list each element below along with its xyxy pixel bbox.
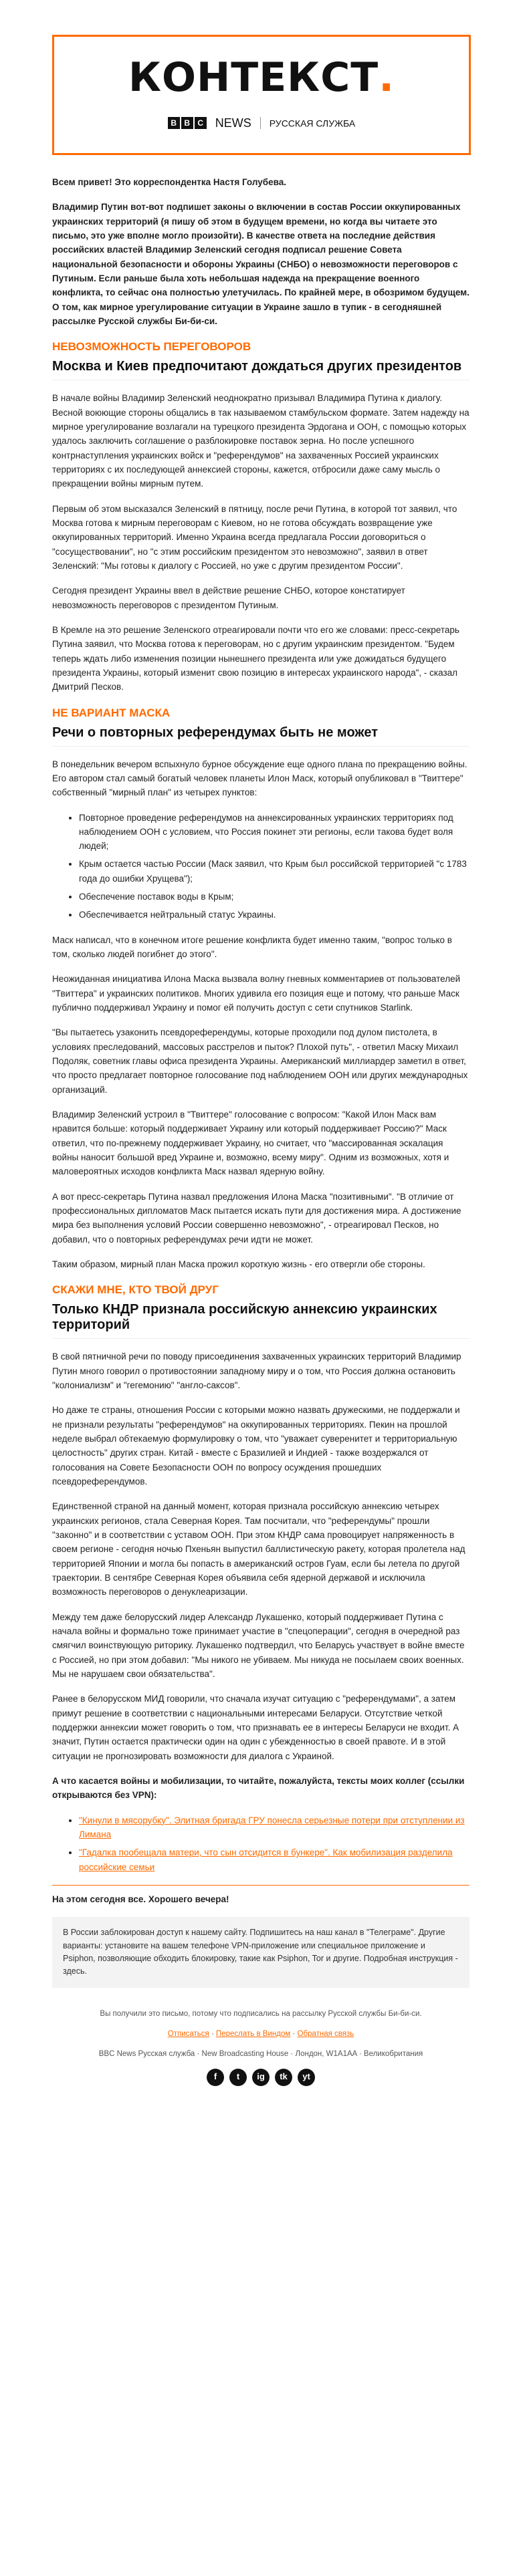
bbc-russian-logo: [54, 116, 469, 130]
bbc-letter-c: C: [195, 117, 207, 129]
divider: [52, 1885, 469, 1886]
musk-plan-list: [52, 811, 469, 922]
further-reading-intro: А что касается войны и мобилизации, то читайте, пожалуйста, тексты моих коллег (ссылки открываются без VPN):: [52, 1775, 465, 1801]
facebook-icon[interactable]: f: [207, 2069, 224, 2086]
paragraph: В понедельник вечером вспыхнуло бурное обсуждение еще одного плана по прекращению войны. Его автором стал самый богатый человек планеты Илон Маск, который опубликовал в "Твиттере" собственный "мирный план" из четырех пунктов:: [52, 759, 467, 798]
news-label: NEWS: [215, 116, 251, 130]
subscription-note: Вы получили это письмо, потому что подписались на рассылку Русской службы Би-би-си.: [100, 2009, 422, 2018]
masthead: [52, 35, 471, 155]
greeting: Всем привет! Это корреспондентка Настя Голубева.: [52, 177, 286, 187]
youtube-icon[interactable]: yt: [298, 2069, 315, 2086]
paragraph: Таким образом, мирный план Маска прожил короткую жизнь - его отвергли обе стороны.: [52, 1259, 425, 1270]
content: [52, 175, 469, 2086]
section-title: Речи о повторных референдумах быть не может: [52, 725, 469, 747]
service-label: РУССКАЯ СЛУЖБА: [269, 118, 356, 129]
further-reading-list: [52, 1813, 469, 1874]
list-item: • Обеспечение поставок воды в Крым;: [79, 890, 469, 904]
logo-divider: [260, 117, 261, 129]
bbc-letter-b1: B: [168, 117, 180, 129]
list-item: [79, 1813, 469, 1842]
footer-links: Отписаться · Переслать в Виндом · Обратная связь: [167, 2030, 354, 2039]
paragraph: А вот пресс-секретарь Путина назвал предложения Илона Маска "позитивными". "В отличие от профессиональных дипломатов Маск пытается искать пути для достижения мира. А достижение мира без выполнения условий России совершенно невозможно", - отреагировал Песков, но добавил, что о повторных референдумах речи идти не может.: [52, 1191, 461, 1245]
lead-paragraph: Владимир Путин вот-вот подпишет законы о включении в состав России оккупированных украинских территорий (я пишу об этом в будущем времени, но когда вы читаете это письмо, это уже вполне могло произойти). В качестве ответа на последние действия российских властей Владимир Зеленский сегодня подписал решение Совета национальной безопасности и обороны Украины (СНБО) о невозможности переговоров с Путиным. Если раньше была хоть небольшая надежда на прекращение военного конфликта, то сейчас она полностью улетучилась. По крайней мере, в обозримом будущем. О том, как мирное урегулирование ситуации в Украине зашло в тупик - в сегодняшней рассылке Русской службы Би-би-си.: [52, 202, 469, 326]
section-label: СКАЖИ МНЕ, КТО ТВОЙ ДРУГ: [52, 1283, 219, 1297]
twitter-icon[interactable]: t: [229, 2069, 247, 2086]
paragraph: Первым об этом высказался Зеленский в пятницу, после речи Путина, в которой тот заявил, что Москва готова к мирным переговорам с Киевом, но не готова обсуждать возвращение уже оккупированных территорий. Именно Украина всегда предлагала России договориться о "сосуществовании", но "с этим российским президентом это невозможно", заявил в ответ Зеленский: "Мы готовы к диалогу с Россией, но уже с другим президентом России".: [52, 503, 457, 571]
section-label: НЕ ВАРИАНТ МАСКА: [52, 706, 171, 719]
address: BBC News Русская служба · New Broadcasting House · Лондон, W1A1AA · Великобритания: [98, 2050, 423, 2059]
vpn-notice: В России заблокирован доступ к нашему сайту. Подпишитесь на наш канал в "Телеграме". Другие варианты: установите на вашем телефоне VPN-приложение или специальное приложение и Psiphon, позволяющие обходить блокировку, такие как Psiphon, Tor и другие. Подробная инструкция - здесь.: [52, 1917, 469, 1988]
section-title: Москва и Киев предпочитают дождаться других президентов: [52, 359, 469, 380]
list-item: • Повторное проведение референдумов на аннексированных украинских территориях под наблюдением ООН с условием, что Россия покинет эти регионы, если такова будет воля людей;: [79, 811, 469, 854]
list-item: • Крым остается частью России (Маск заявил, что Крым был российской территорией "с 1783 года до ошибки Хрущева");: [79, 857, 469, 886]
paragraph: Маск написал, что в конечном итоге решение конфликта будет именно таким, "вопрос только в том, сколько людей погибнет до этого".: [52, 934, 452, 960]
list-item: [79, 1845, 469, 1874]
paragraph: Владимир Зеленский устроил в "Твиттере" голосование с вопросом: "Какой Илон Маск вам нравится больше: который поддерживает Украину или который поддерживает Россию?" Маск ответил, что по-прежнему поддерживает Украину, но считает, что "массированная эскалация войны наносит большой вред Украине и, возможно, всему миру". Одним из возможных, хотя и маловероятных исходов конфликта Маск назвал ядерную войну.: [52, 1110, 449, 1177]
section-label: НЕВОЗМОЖНОСТЬ ПЕРЕГОВОРОВ: [52, 340, 251, 354]
instagram-icon[interactable]: ig: [252, 2069, 270, 2086]
article-link[interactable]: "Кинули в мясорубку". Элитная бригада ГРУ понесла серьезные потери при отступлении из Лимана: [79, 1815, 465, 1839]
paragraph: В свой пятничной речи по поводу присоединения захваченных украинских территорий Владимир Путин много говорил о противостоянии западному миру и о том, что Россия должна остановить "колониализм" и "гегемонию" "англо-саксов".: [52, 1351, 461, 1391]
paragraph: В начале войны Владимир Зеленский неоднократно призывал Владимира Путина к диалогу. Весной воюющие стороны общались в так называемом стамбульском формате. Затем надежду на мирное урегулирование возлагали на турецкого президента Эрдогана и ООН, с помощью которых удалось заключить соглашение о разблокировке поставок зерна. Но после успешного контрнаступления украинских войск и "референдумов" на захваченных Россией украинских территориях с их последующей аннексией стороны, кажется, отбросили даже саму мысль о прекращении войны мирным путем.: [52, 393, 469, 489]
paragraph: "Вы пытаетесь узаконить псевдореферендумы, которые проходили под дулом пистолета, в условиях преследований, массовых расстрелов и пыток? Плохой путь", - ответил Маску Михаил Подоляк, советник главы офиса президента Украины. Американский миллиардер заметил в ответ, что просто предлагает повторное голосование под наблюдением ООН или других международных организаций.: [52, 1027, 468, 1095]
tiktok-icon[interactable]: tk: [275, 2069, 292, 2086]
paragraph: Но даже те страны, отношения России с которыми можно назвать дружескими, не поддержали и не признали результаты "референдумов" на оккупированных территориях. Пекин на прошлой неделе выбрал обтекаемую формулировку о том, что "уважает суверенитет и территориальную целостность" других стран. Китай - вместе с Бразилией и Индией - также воздержался от голосования на Совете Безопасности ООН по вопросу осуждения прошедших псевдореферендумов.: [52, 1405, 460, 1487]
list-item: • Обеспечивается нейтральный статус Украины.: [79, 908, 469, 922]
paragraph: В Кремле на это решение Зеленского отреагировали почти что его же словами: пресс-секретарь Путина заявил, что Москва готова к переговорам, но с другим украинским президентом. "Будем теперь ждать либо изменения позиции нынешнего президента или уже дожидаться будущего президента Украины, который изменит свою позицию в интересах украинского народа", - сказал Дмитрий Песков.: [52, 624, 459, 692]
closing-line: На этом сегодня все. Хорошего вечера!: [52, 1894, 229, 1904]
paragraph: Сегодня президент Украины ввел в действие решение СНБО, которое констатирует невозможность переговоров с президентом Путиным.: [52, 586, 405, 610]
section-title: Только КНДР признала российскую аннексию украинских территорий: [52, 1302, 469, 1339]
bbc-letter-b2: B: [181, 117, 193, 129]
paragraph: Неожиданная инициатива Илона Маска вызвала волну гневных комментариев от пользователей "Твиттера" и украинских политиков. Многих удивила его позиция еще и потому, что раньше Маск публично поддерживал Украину и помог ей получить доступ с сети спутников Starlink.: [52, 974, 461, 1013]
unsubscribe-link[interactable]: Отписаться: [167, 2030, 209, 2039]
paragraph: Ранее в белорусском МИД говорили, что сначала изучат ситуацию с "референдумами", а затем примут решение в соответствии с национальными интересами Беларуси. Отсутствие четкой поддержки аннексии может говорить о том, что признавать ее в интересы Беларуси не входит. А значит, Путин остается практически один на один с убежденностью в своей правоте. И в этой ситуации не прогнозировать возможности для диалога с Украиной.: [52, 1694, 459, 1761]
footer: [52, 2008, 469, 2086]
paragraph: Между тем даже белорусский лидер Александр Лукашенко, который поддерживает Путина с начала войны и формально тоже принимает участие в "спецоперации", сегодня в очередной раз смягчил воинствующую риторику. Лукашенко подтвердил, что Беларусь участвует в войне вместе с Россией, но при этом добавил: "Мы никого не убиваем. Мы никуда не посылаем своих военных. Мы не нарушаем свои обязательства".: [52, 1612, 465, 1679]
social-links: [52, 2069, 469, 2086]
kontekst-logo: КОНТЕКСТ.: [128, 54, 395, 101]
feedback-link[interactable]: Обратная связь: [297, 2030, 354, 2039]
article-link[interactable]: "Гадалка пообещала матери, что сын отсидится в бункере". Как мобилизация разделила российские семьи: [79, 1847, 453, 1872]
forward-link[interactable]: Переслать в Виндом: [215, 2030, 291, 2039]
paragraph: Единственной страной на данный момент, которая признала российскую аннексию четырех украинских регионов, стала Северная Корея. Там посчитали, что "референдумы" прошли "законно" и в соответствии с уставом ООН. При этом КНДР сама провоцирует напряженность в своем регионе - сегодня ночью Пхеньян выпустил баллистическую ракету, которая пролетела над территорией Японии и могла бы попасть в американский остров Гуам, если бы летела по другой траектории. В сентябре Северная Корея объявила себя ядерной державой и исключила возможность переговоров о денуклеаризации.: [52, 1501, 465, 1597]
